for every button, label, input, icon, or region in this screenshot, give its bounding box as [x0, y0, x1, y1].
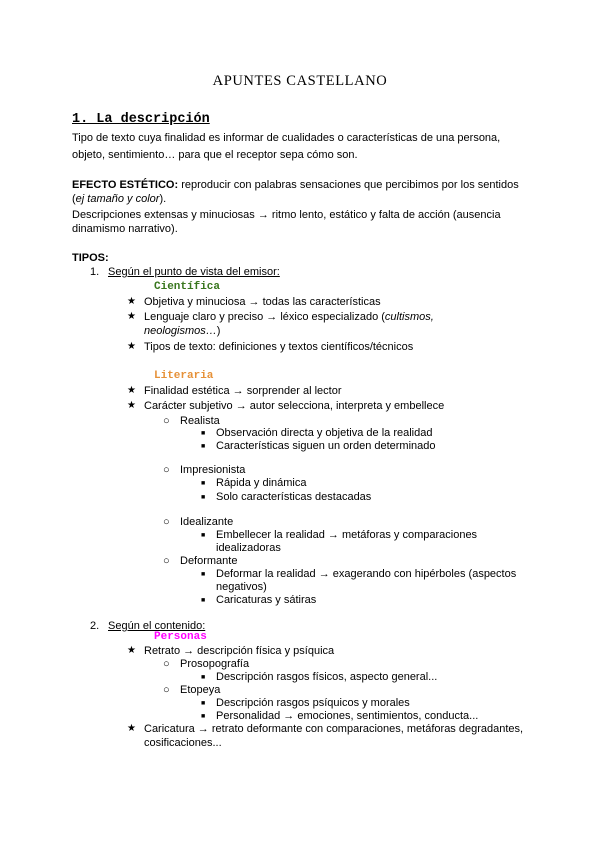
- idealizante-line-2: idealizadoras: [216, 542, 281, 554]
- retrato-item: Retrato → descripción física y psíquica: [144, 645, 335, 657]
- realista-label: Realista: [180, 415, 220, 427]
- square-bullet-icon: ■: [201, 480, 206, 487]
- document-title: APUNTES CASTELLANO: [212, 73, 388, 89]
- square-bullet-icon: ■: [201, 532, 206, 539]
- etopeya-item-2: Personalidad → emociones, sentimientos, conducta...: [216, 710, 479, 722]
- literaria-item-2: Carácter subjetivo → autor selecciona, interpreta y embellece: [144, 400, 445, 412]
- efecto-line-4: dinamismo narrativo).: [72, 223, 178, 235]
- caricatura-line-1: Caricatura → retrato deformante con comparaciones, metáforas degradantes,: [144, 723, 524, 735]
- paren-close: ): [216, 325, 221, 337]
- star-bullet-icon: ★: [127, 400, 136, 411]
- section2-number: 2.: [90, 620, 100, 632]
- square-bullet-icon: ■: [201, 700, 206, 707]
- efecto-label: EFECTO ESTÉTICO:: [72, 179, 179, 191]
- literaria-label: Literaria: [154, 370, 214, 382]
- circle-bullet-icon: ○: [163, 658, 170, 670]
- prosopografia-label: Prosopografía: [180, 658, 250, 670]
- square-bullet-icon: ■: [201, 571, 206, 578]
- circle-bullet-icon: ○: [163, 516, 170, 528]
- section1-title: Según el punto de vista del emisor:: [108, 266, 280, 278]
- prosopografia-item: Descripción rasgos físicos, aspecto general...: [216, 671, 438, 683]
- section1-number: 1.: [90, 266, 100, 278]
- impresionista-item-1: Rápida y dinámica: [216, 477, 307, 489]
- etopeya-label: Etopeya: [180, 684, 221, 696]
- star-bullet-icon: ★: [127, 296, 136, 307]
- efecto-line-1: [72, 178, 519, 192]
- square-bullet-icon: ■: [201, 430, 206, 437]
- cientifica-label: Científica: [154, 281, 221, 293]
- impresionista-item-2: Solo características destacadas: [216, 491, 372, 503]
- star-bullet-icon: ★: [127, 723, 136, 734]
- square-bullet-icon: ■: [201, 597, 206, 604]
- square-bullet-icon: ■: [201, 494, 206, 501]
- section2-title: Según el contenido:: [108, 620, 206, 632]
- cientifica-italic-1: cultismos,: [384, 311, 434, 323]
- circle-bullet-icon: ○: [163, 464, 170, 476]
- impresionista-label: Impresionista: [180, 464, 246, 476]
- intro-line-2: objeto, sentimiento… para que el receptor sepa cómo son.: [72, 149, 358, 161]
- literaria-item-1: Finalidad estética → sorprender al lector: [144, 385, 342, 397]
- tipos-label: TIPOS:: [72, 252, 109, 264]
- realista-item-2: Características siguen un orden determinado: [216, 440, 436, 452]
- square-bullet-icon: ■: [201, 713, 206, 720]
- cientifica-item-3: Tipos de texto: definiciones y textos científicos/técnicos: [144, 341, 414, 353]
- circle-bullet-icon: ○: [163, 555, 170, 567]
- efecto-line-2: [72, 192, 166, 206]
- cientifica-item-2: [144, 310, 434, 324]
- deformante-label: Deformante: [180, 555, 238, 567]
- section-heading: 1. La descripción: [72, 112, 210, 127]
- efecto-line-3: Descripciones extensas y minuciosas → ritmo lento, estático y falta de acción (ausencia: [72, 209, 501, 221]
- deformante-line-2: negativos): [216, 581, 267, 593]
- etopeya-item-1: Descripción rasgos psíquicos y morales: [216, 697, 410, 709]
- cientifica-italic-2: neologismos…: [144, 325, 217, 337]
- efecto-example: ej tamaño y color: [75, 193, 160, 205]
- star-bullet-icon: ★: [127, 311, 136, 322]
- efecto-text: reproducir con palabras sensaciones que percibimos por los sentidos: [181, 179, 519, 191]
- caricatura-line-2: cosificaciones...: [144, 737, 222, 749]
- paren-close: ).: [159, 193, 167, 205]
- personas-label: Personas: [154, 631, 207, 643]
- square-bullet-icon: ■: [201, 443, 206, 450]
- realista-item-1: Observación directa y objetiva de la realidad: [216, 427, 433, 439]
- deformante-item-2: Caricaturas y sátiras: [216, 594, 317, 606]
- star-bullet-icon: ★: [127, 385, 136, 396]
- circle-bullet-icon: ○: [163, 684, 170, 696]
- deformante-line-1: Deformar la realidad → exagerando con hipérboles (aspectos: [216, 568, 517, 580]
- cientifica-item-1: Objetiva y minuciosa → todas las características: [144, 296, 381, 308]
- star-bullet-icon: ★: [127, 341, 136, 352]
- idealizante-label: Idealizante: [180, 516, 234, 528]
- square-bullet-icon: ■: [201, 674, 206, 681]
- circle-bullet-icon: ○: [163, 415, 170, 427]
- paren-open: (: [72, 193, 76, 205]
- star-bullet-icon: ★: [127, 645, 136, 656]
- cientifica-item-2-text: Lenguaje claro y preciso → léxico especializado (: [144, 311, 385, 323]
- intro-line-1: Tipo de texto cuya finalidad es informar de cualidades o características de una persona,: [72, 132, 501, 144]
- cientifica-item-2-cont: [144, 324, 220, 338]
- idealizante-line-1: Embellecer la realidad → metáforas y comparaciones: [216, 529, 478, 541]
